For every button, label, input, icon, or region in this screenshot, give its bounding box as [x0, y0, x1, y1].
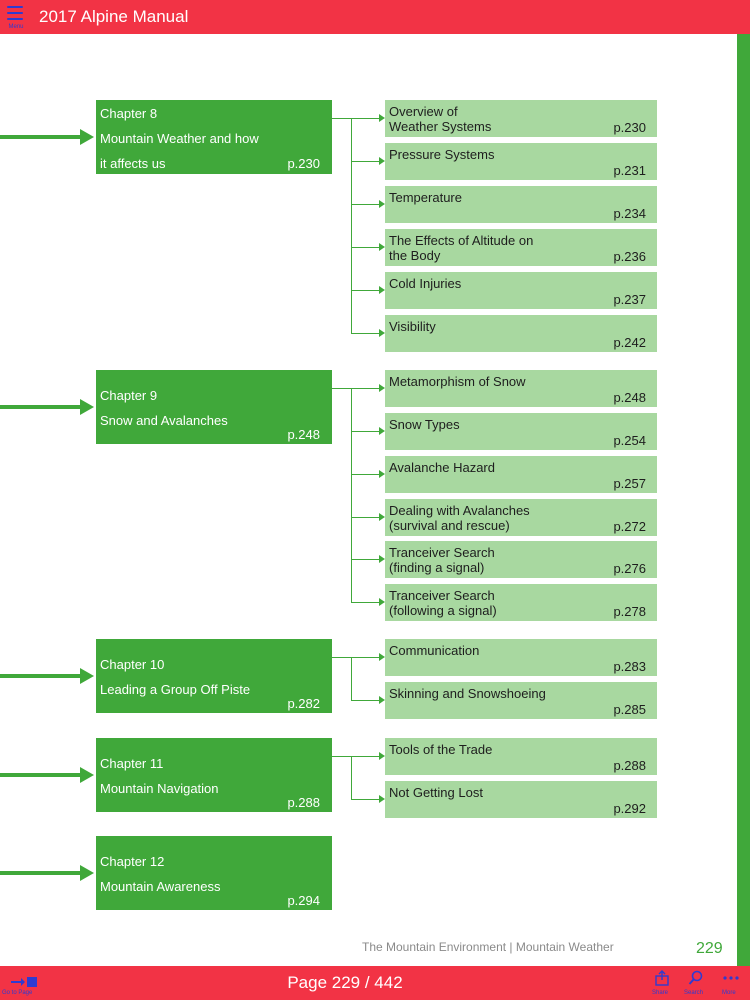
topic-box[interactable]: [385, 456, 657, 493]
connector-line: [351, 118, 379, 119]
topic-box[interactable]: [385, 370, 657, 407]
topic-page-ref: p.230: [613, 120, 646, 135]
chapter-title: Mountain Weather and how: [100, 131, 259, 146]
page-edge-strip: [737, 34, 750, 966]
chapter-arrow-line: [0, 674, 80, 678]
topic-title: Metamorphism of Snow: [389, 374, 526, 389]
topic-page-ref: p.272: [613, 519, 646, 534]
chapter-title: Snow and Avalanches: [100, 413, 228, 428]
connector-line: [351, 602, 379, 603]
page-footer-text: The Mountain Environment | Mountain Weather: [362, 940, 614, 954]
chapter-title-cont: it affects us: [100, 156, 166, 171]
chapter-title: Mountain Awareness: [100, 879, 221, 894]
topic-title: The Effects of Altitude on the Body: [389, 233, 534, 263]
topic-title: Cold Injuries: [389, 276, 462, 291]
more-button[interactable]: [718, 970, 744, 998]
topic-title: Dealing with Avalanches (survival and rescue): [389, 503, 530, 533]
connector-line: [351, 204, 379, 205]
connector-line: [351, 756, 379, 757]
chapter-title: Leading a Group Off Piste: [100, 682, 251, 697]
topic-page-ref: p.236: [613, 249, 646, 264]
chapter-page-ref: p.230: [287, 156, 320, 171]
chapter-box[interactable]: [96, 738, 332, 812]
search-button[interactable]: [682, 970, 710, 998]
topic-box[interactable]: [385, 186, 657, 223]
app-title: 2017 Alpine Manual: [39, 7, 189, 26]
topic-box[interactable]: [385, 413, 657, 450]
chapter-label: Chapter 12: [100, 854, 165, 869]
connector-line: [332, 657, 351, 658]
share-icon: [654, 970, 670, 986]
chapter-arrow-head: [80, 865, 94, 881]
share-label: Share: [652, 990, 669, 996]
share-button[interactable]: [650, 970, 674, 998]
topic-page-ref: p.242: [613, 335, 646, 350]
chapter-arrow-line: [0, 773, 80, 777]
connector-line: [332, 118, 351, 119]
topic-title: Visibility: [389, 319, 436, 334]
chapter-arrow-head: [80, 668, 94, 684]
topic-box[interactable]: [385, 584, 657, 621]
chapter-box[interactable]: [96, 639, 332, 713]
topic-box[interactable]: [385, 639, 657, 676]
menu-label: Menu: [8, 24, 24, 30]
connector-line: [351, 247, 379, 248]
more-label: More: [722, 990, 736, 996]
topic-page-ref: p.288: [613, 758, 646, 773]
topic-page-ref: p.292: [613, 801, 646, 816]
chapter-arrow-head: [80, 767, 94, 783]
topic-page-ref: p.285: [613, 702, 646, 717]
chapter-label: Chapter 10: [100, 657, 165, 672]
chapter-arrow-line: [0, 135, 80, 139]
topic-page-ref: p.257: [613, 476, 646, 491]
chapter-arrow-head: [80, 399, 94, 415]
connector-line: [351, 161, 379, 162]
topic-box[interactable]: [385, 272, 657, 309]
top-bar: [0, 0, 750, 34]
connector-line: [351, 388, 379, 389]
go-to-page-label: Go to Page: [2, 990, 33, 996]
topic-page-ref: p.237: [613, 292, 646, 307]
topic-box[interactable]: [385, 738, 657, 775]
topic-page-ref: p.254: [613, 433, 646, 448]
search-label: Search: [684, 990, 704, 996]
topic-page-ref: p.278: [613, 604, 646, 619]
connector-line: [351, 657, 379, 658]
connector-line: [351, 474, 379, 475]
topic-page-ref: p.231: [613, 163, 646, 178]
connector-line: [351, 756, 352, 800]
topic-box[interactable]: [385, 143, 657, 180]
topic-title: Not Getting Lost: [389, 785, 483, 800]
chapter-arrow-line: [0, 871, 80, 875]
topic-title: Snow Types: [389, 417, 460, 432]
topic-box[interactable]: [385, 229, 657, 266]
topic-title: Tranceiver Search (finding a signal): [389, 545, 495, 575]
topic-page-ref: p.248: [613, 390, 646, 405]
go-to-page-button[interactable]: [2, 972, 42, 998]
connector-line: [332, 388, 351, 389]
topic-page-ref: p.276: [613, 561, 646, 576]
topic-page-ref: p.234: [613, 206, 646, 221]
connector-line: [351, 333, 379, 334]
topic-page-ref: p.283: [613, 659, 646, 674]
topic-box[interactable]: [385, 499, 657, 536]
page-indicator: Page 229 / 442: [287, 973, 403, 992]
topic-title: Tranceiver Search (following a signal): [389, 588, 497, 618]
menu-button[interactable]: [4, 2, 28, 32]
topic-box[interactable]: [385, 682, 657, 719]
connector-line: [351, 657, 352, 701]
topic-box[interactable]: [385, 315, 657, 352]
more-icon: [722, 970, 740, 986]
connector-line: [351, 517, 379, 518]
connector-line: [351, 700, 379, 701]
chapter-label: Chapter 9: [100, 388, 158, 403]
connector-line: [332, 756, 351, 757]
chapter-label: Chapter 8: [100, 106, 158, 121]
chapter-title: Mountain Navigation: [100, 781, 219, 796]
topic-box[interactable]: [385, 100, 657, 137]
search-icon: [688, 970, 704, 986]
topic-title: Temperature: [389, 190, 462, 205]
goto-page-icon: [10, 975, 38, 989]
chapter-box[interactable]: [96, 836, 332, 910]
chapter-label: Chapter 11: [100, 756, 164, 771]
chapter-page-ref: p.288: [287, 795, 320, 810]
chapter-box[interactable]: [96, 100, 332, 174]
connector-line: [351, 290, 379, 291]
connector-line: [351, 388, 352, 603]
connector-line: [351, 431, 379, 432]
chapter-arrow-head: [80, 129, 94, 145]
chapter-arrow-line: [0, 405, 80, 409]
topic-box[interactable]: [385, 781, 657, 818]
connector-line: [351, 799, 379, 800]
chapter-page-ref: p.294: [287, 893, 320, 908]
connector-line: [351, 118, 352, 334]
chapter-box[interactable]: [96, 370, 332, 444]
page-number: 229: [696, 940, 723, 957]
topic-title: Communication: [389, 643, 480, 658]
topic-box[interactable]: [385, 541, 657, 578]
topic-title: Overview of Weather Systems: [389, 104, 492, 134]
bottom-bar: [0, 966, 750, 1000]
topic-title: Skinning and Snowshoeing: [389, 686, 546, 701]
chapter-page-ref: p.282: [287, 696, 320, 711]
topic-title: Avalanche Hazard: [389, 460, 495, 475]
chapter-page-ref: p.248: [287, 427, 320, 442]
connector-line: [351, 559, 379, 560]
topic-title: Pressure Systems: [389, 147, 495, 162]
topic-title: Tools of the Trade: [389, 742, 493, 757]
